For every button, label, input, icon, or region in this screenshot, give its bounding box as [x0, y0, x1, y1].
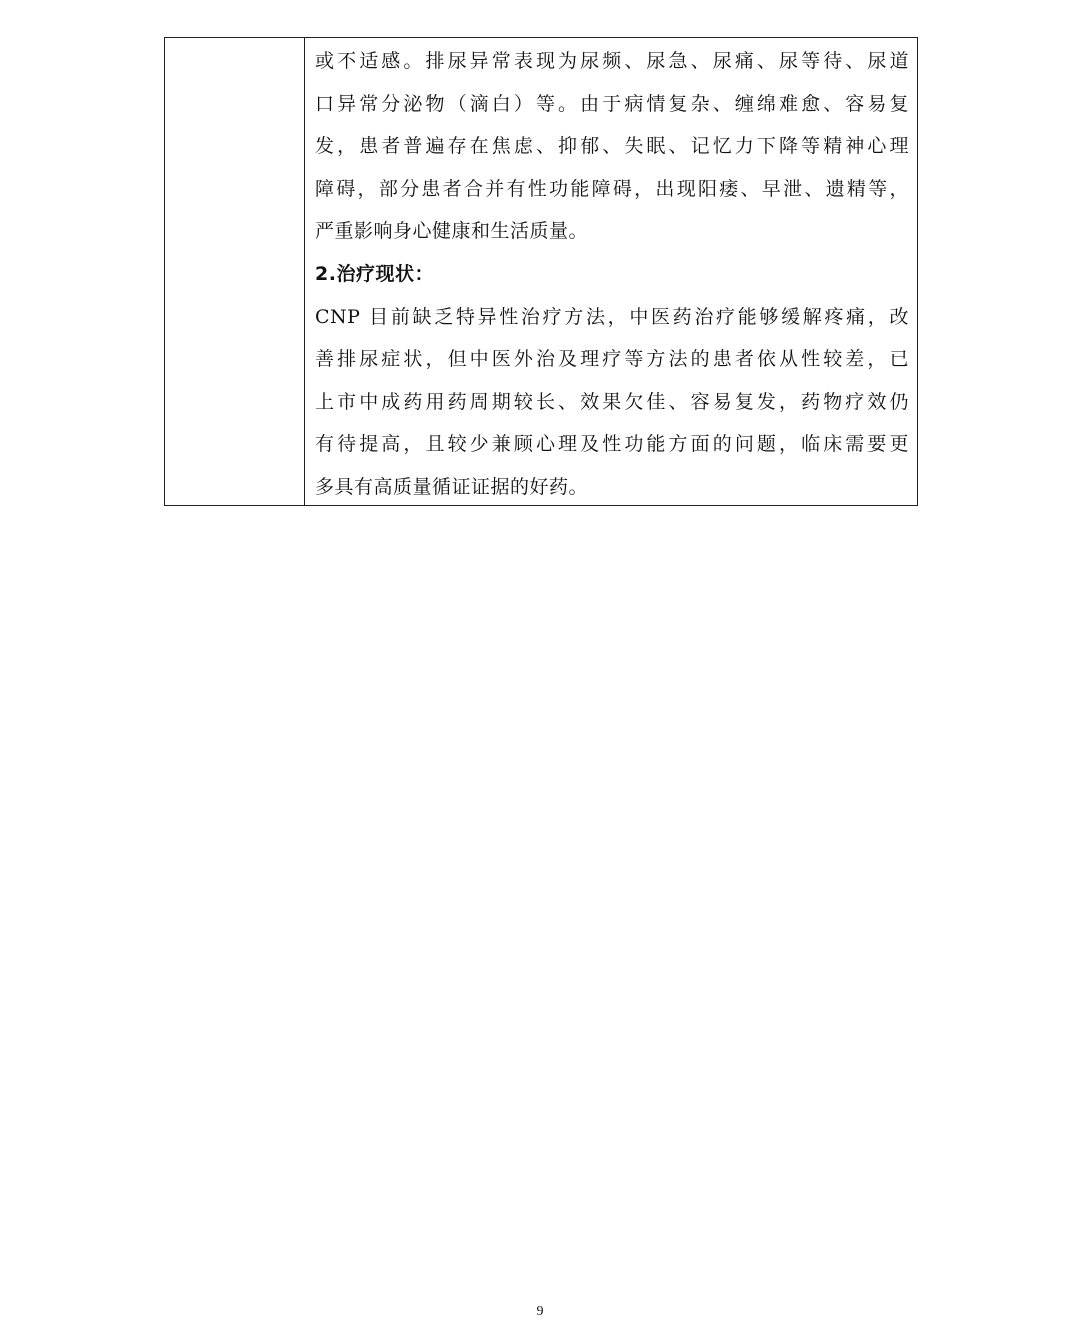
paragraph-line: 口异常分泌物（滴白）等。由于病情复杂、缠绵难愈、容易复	[315, 92, 909, 115]
table-label-cell	[165, 38, 305, 505]
paragraph-line: 障碍，部分患者合并有性功能障碍，出现阳痿、早泄、遗精等，	[315, 177, 909, 200]
section-heading: 2.治疗现状：	[315, 262, 434, 285]
content-table	[164, 37, 918, 506]
paragraph-line: 发，患者普遍存在焦虑、抑郁、失眠、记忆力下降等精神心理	[315, 135, 909, 158]
paragraph-line: CNP 目前缺乏特异性治疗方法，中医药治疗能够缓解疼痛，改	[315, 305, 909, 328]
paragraph-line: 上市中成药用药周期较长、效果欠佳、容易复发，药物疗效仍	[315, 390, 909, 413]
paragraph-line: 善排尿症状，但中医外治及理疗等方法的患者依从性较差，已	[315, 348, 909, 371]
page-number: 9	[536, 1304, 544, 1319]
paragraph-line: 严重影响身心健康和生活质量。	[315, 220, 589, 243]
paragraph-line: 或不适感。排尿异常表现为尿频、尿急、尿痛、尿等待、尿道	[315, 50, 909, 72]
paragraph-line: 多具有高质量循证证据的好药。	[315, 475, 589, 498]
table-content-cell	[305, 38, 917, 505]
paragraph-line: 有待提高，且较少兼顾心理及性功能方面的问题，临床需要更	[315, 433, 909, 456]
